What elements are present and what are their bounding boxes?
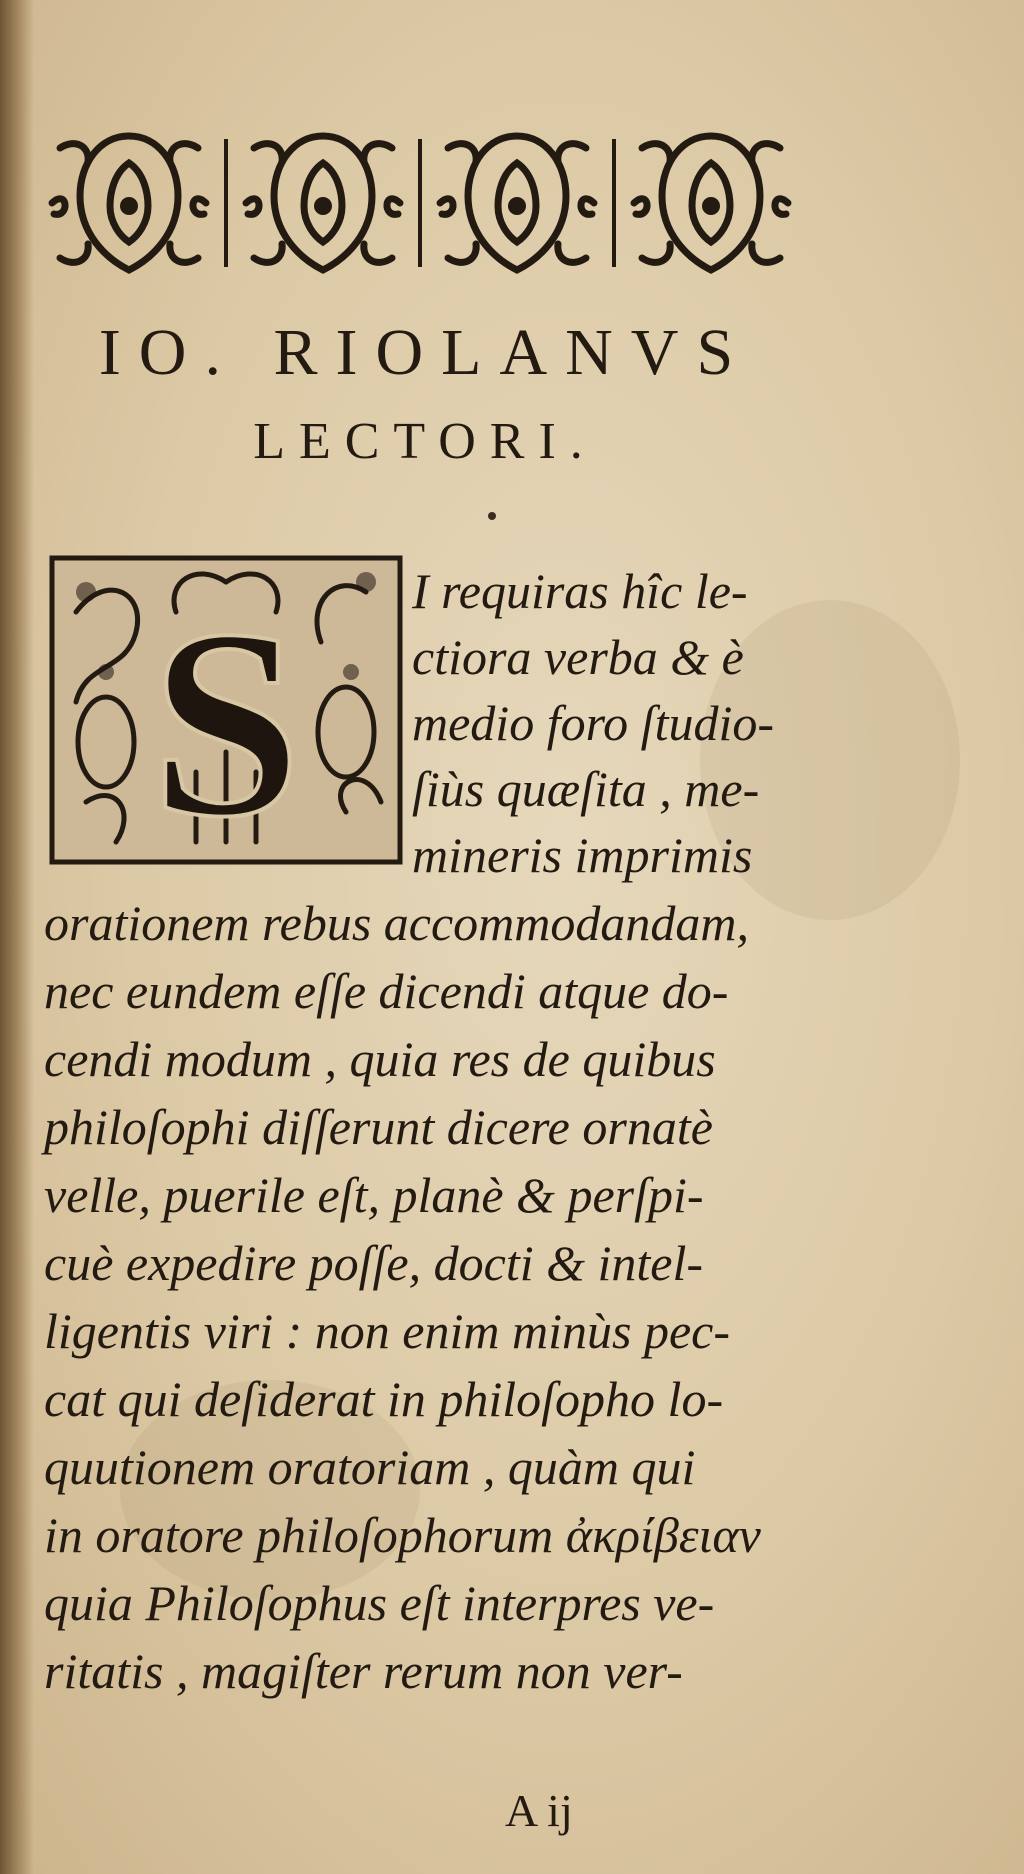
- text-line: nec eundem eſſe dicendi atque do-: [44, 963, 729, 1019]
- text-line: in oratore philoſophorum ἀκρίβειαν: [44, 1507, 761, 1563]
- headpiece-ornament: [40, 118, 800, 288]
- text-line: cuè expedire poſſe, docti & intel-: [44, 1235, 704, 1291]
- initial-letter: S: [150, 574, 302, 868]
- decorated-initial: [46, 552, 406, 868]
- text-line: quutionem oratoriam , quàm qui: [44, 1439, 696, 1495]
- ornament-separator: [418, 139, 422, 267]
- page-subtitle: LECTORI.: [253, 413, 597, 470]
- text-line: ligentis viri : non enim minùs pec-: [44, 1303, 730, 1359]
- text-line: velle, puerile eſt, planè & perſpi-: [44, 1167, 704, 1223]
- ornament-tile: [428, 118, 606, 288]
- ink-dot: [488, 512, 496, 520]
- ornament-separator: [224, 139, 228, 267]
- text-line: orationem rebus accommodandam,: [44, 895, 750, 951]
- ornament-tile: [234, 118, 412, 288]
- text-line: I requiras hîc le-: [412, 563, 748, 619]
- text-line: ritatis , magiſter rerum non ver-: [44, 1643, 683, 1699]
- page-title: IO. RIOLANVS: [98, 316, 752, 389]
- signature-mark: A ij: [505, 1785, 573, 1836]
- ornament-tile: [40, 118, 218, 288]
- text-line: cat qui deſiderat in philoſopho lo-: [44, 1371, 724, 1427]
- text-line: quia Philoſophus eſt interpres ve-: [44, 1575, 715, 1631]
- text-line: ſiùs quæſita , me-: [412, 761, 760, 817]
- ornament-separator: [612, 139, 616, 267]
- text-line: philoſophi diſſerunt dicere ornatè: [44, 1099, 713, 1155]
- text-line: medio foro ſtudio-: [412, 695, 775, 751]
- text-line: cendi modum , quia res de quibus: [44, 1031, 716, 1087]
- text-line: mineris imprimis: [412, 827, 753, 883]
- ornament-tile: [622, 118, 800, 288]
- page-spine-shadow: [0, 0, 34, 1874]
- text-line: ctiora verba & è: [412, 629, 744, 685]
